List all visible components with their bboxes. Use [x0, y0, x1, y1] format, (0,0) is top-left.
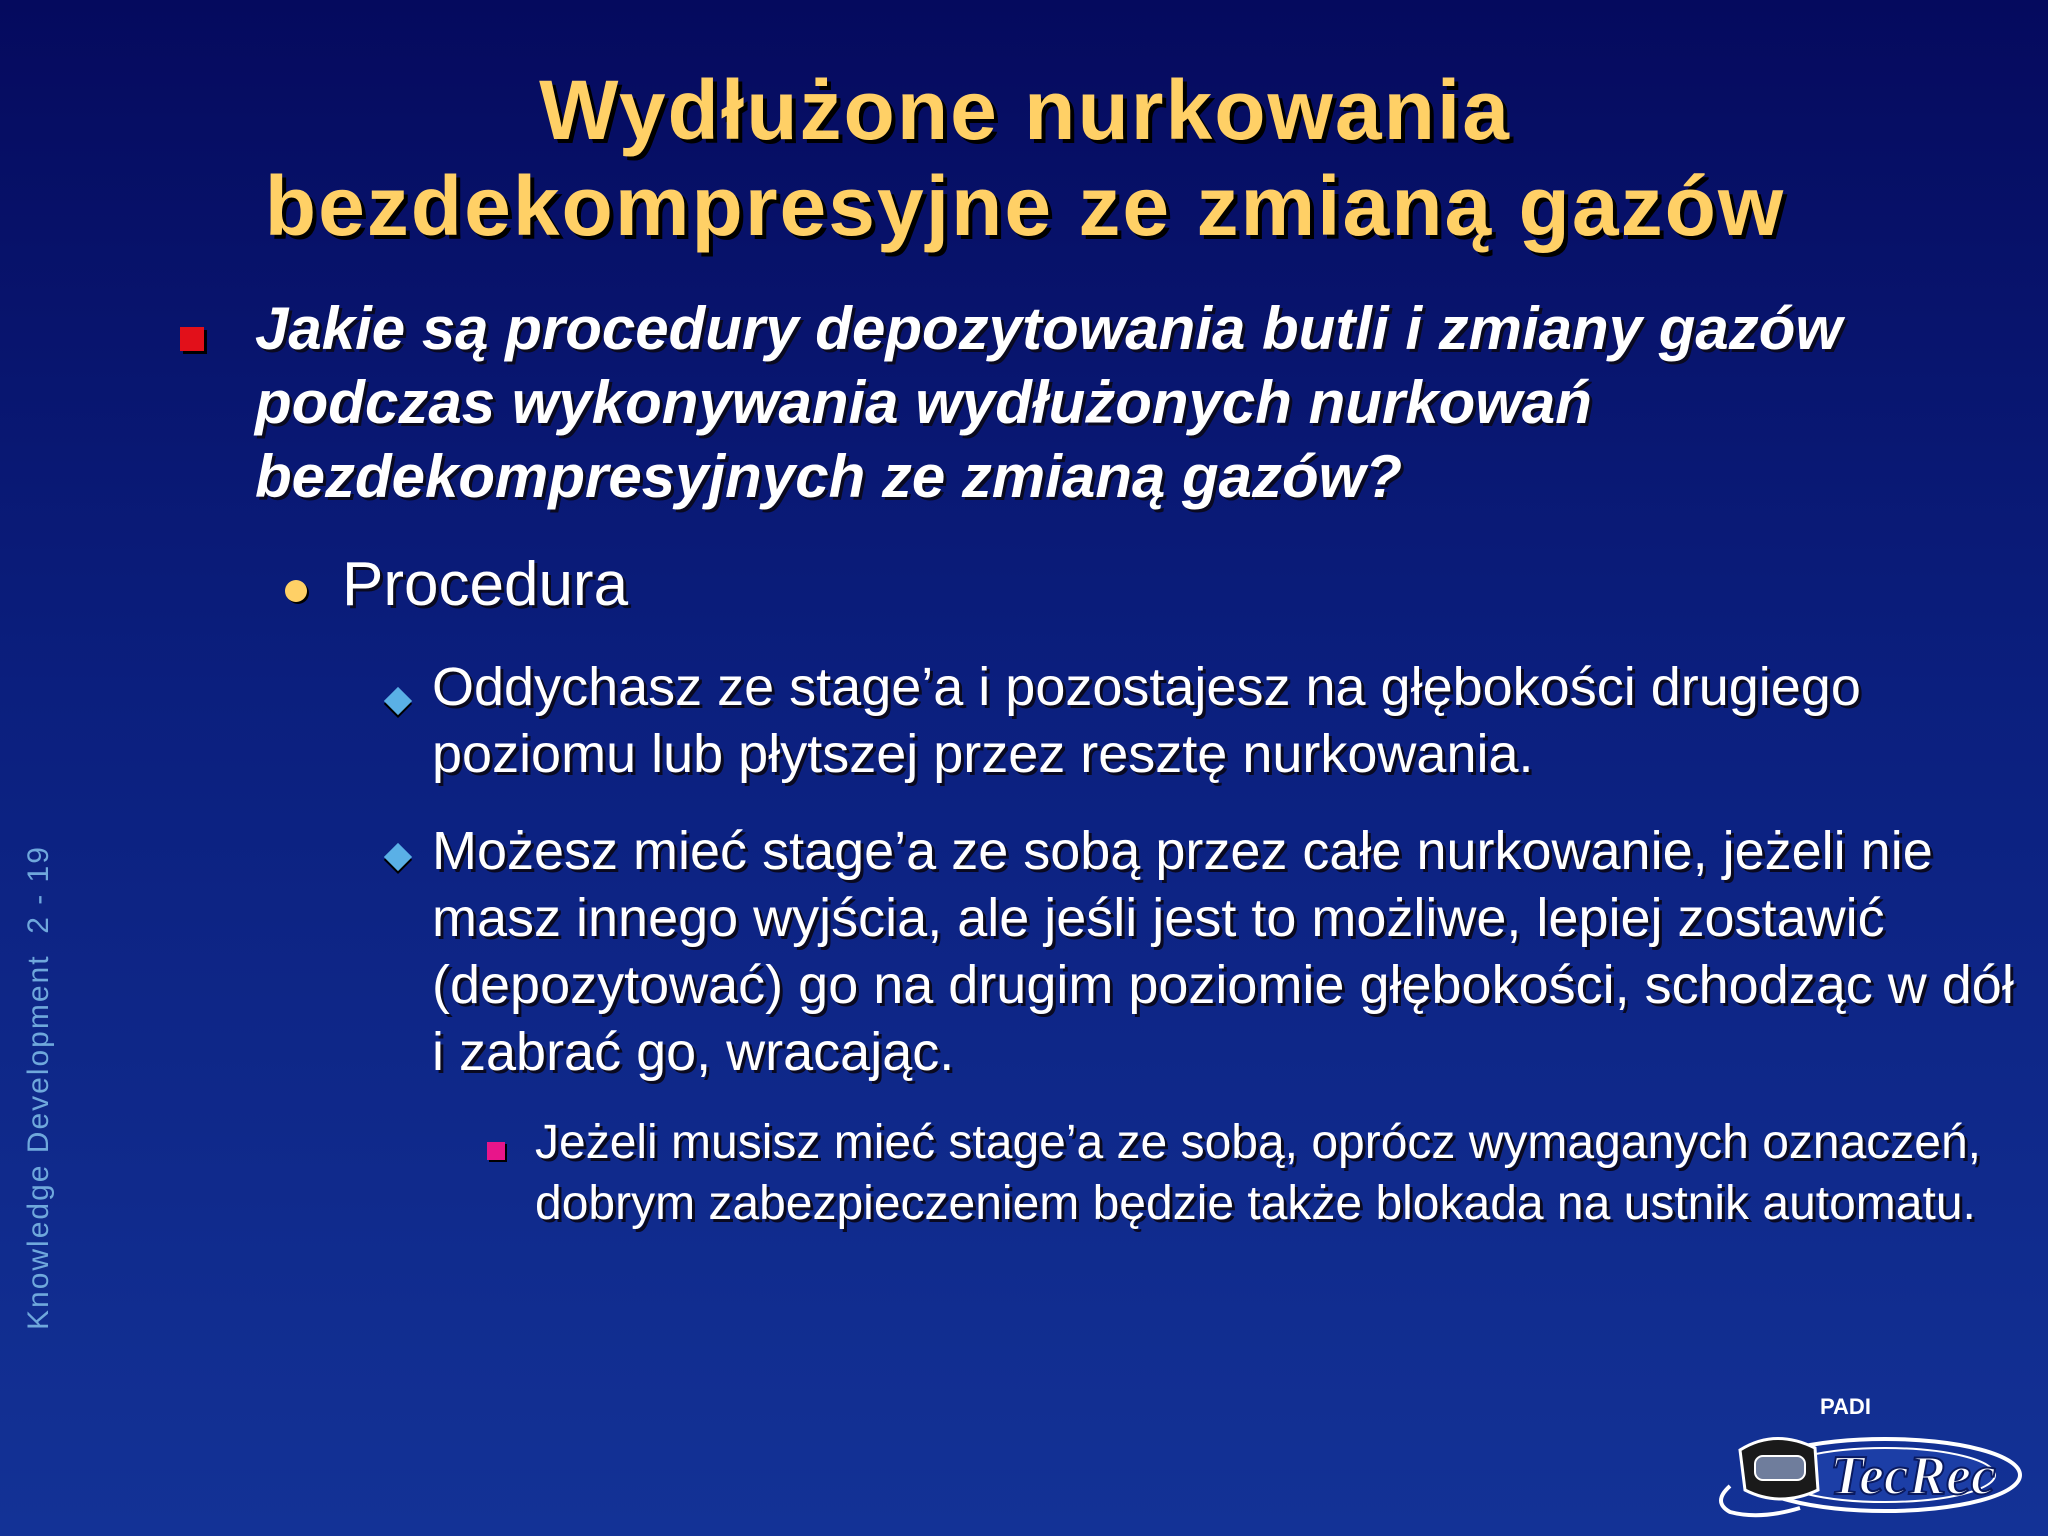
diamond-bullet-icon: [384, 843, 412, 871]
title-line-2: bezdekompresyjne ze zmianą gazów: [264, 159, 1786, 253]
small-square-bullet-icon: [487, 1142, 505, 1160]
logo-brand-main: TecRec: [1830, 1445, 1996, 1507]
square-bullet-icon: [180, 327, 204, 351]
point-text-1: Oddychasz ze stage’a i pozostajesz na głębokości drugiego poziomu lub płytszej przez resztę nurkowania.: [432, 657, 1861, 784]
title-line-1: Wydłużone nurkowania: [539, 63, 1511, 157]
question-text: Jakie są procedury depozytowania butli i zmiany gazów podczas wykonywania wydłużonych nurkowań bezdekompresyjnych ze zmianą gazów?: [255, 295, 1843, 510]
logo-brand-top: PADI: [1820, 1394, 1871, 1419]
padi-tecrec-logo: [1700, 1390, 2030, 1520]
slide-title: [150, 62, 1900, 254]
slide-number-label: Knowledge Development 2 - 19: [22, 845, 55, 1330]
diamond-bullet-icon: [384, 687, 412, 715]
subpoint-text: Jeżeli musisz mieć stage’a ze sobą, oprócz wymaganych oznaczeń, dobrym zabezpieczeniem będzie także blokada na ustnik automatu.: [535, 1116, 1981, 1230]
subheading-text: Procedura: [342, 550, 629, 619]
point-text-2: Możesz mieć stage’a ze sobą przez całe nurkowanie, jeżeli nie masz innego wyjścia, ale jeśli jest to możliwe, lepiej zostawić (depozytować) go na drugim poziomie głębokości, schodząc w dół i zabrać go, wracając.: [432, 821, 2014, 1082]
dot-bullet-icon: [285, 580, 307, 602]
